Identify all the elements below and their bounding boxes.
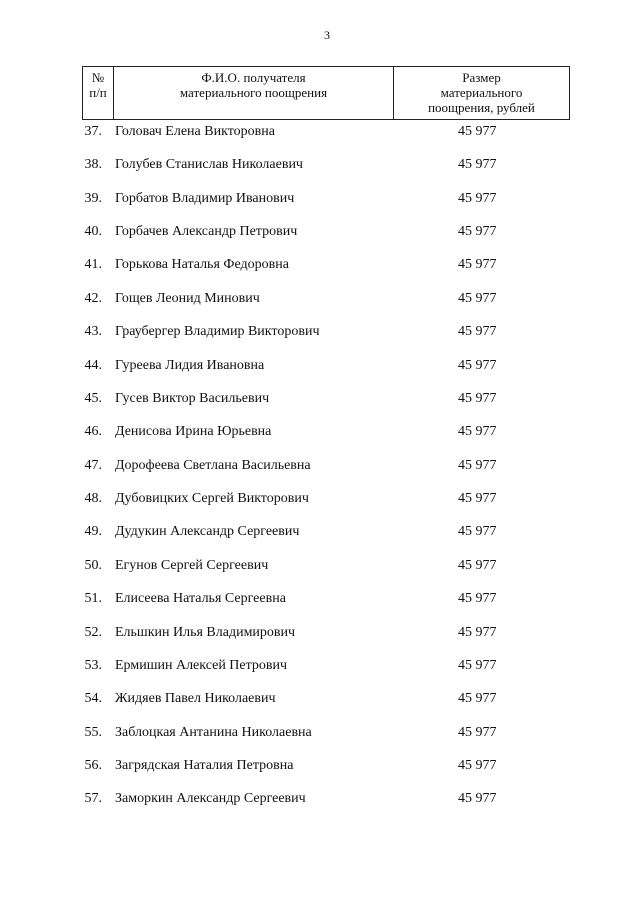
table-row bbox=[0, 155, 640, 175]
row-number: 55. bbox=[84, 724, 102, 740]
row-number: 46. bbox=[84, 424, 102, 440]
row-number: 42. bbox=[84, 290, 102, 306]
table-row bbox=[0, 589, 640, 609]
header-name-line1: Ф.И.О. получателя bbox=[201, 70, 306, 85]
recipient-name: Заблоцкая Антанина Николаевна bbox=[115, 724, 312, 740]
reward-amount: 45 977 bbox=[458, 190, 497, 206]
recipient-name: Загрядская Наталия Петровна bbox=[115, 758, 294, 774]
recipient-name: Гуреева Лидия Ивановна bbox=[115, 357, 265, 373]
row-number: 53. bbox=[84, 657, 102, 673]
reward-amount: 45 977 bbox=[458, 424, 497, 440]
table-row bbox=[0, 789, 640, 809]
recipient-name: Голубев Станислав Николаевич bbox=[115, 157, 303, 173]
header-name-line2: материального поощрения bbox=[179, 85, 328, 100]
row-number: 57. bbox=[84, 791, 102, 807]
header-amount-line1: Размер bbox=[462, 70, 501, 85]
row-number: 38. bbox=[84, 157, 102, 173]
row-number: 45. bbox=[84, 390, 102, 406]
row-number: 39. bbox=[84, 190, 102, 206]
recipient-name: Елисеева Наталья Сергеевна bbox=[115, 591, 286, 607]
table-row bbox=[0, 489, 640, 509]
recipient-name: Ельшкин Илья Владимирович bbox=[115, 624, 296, 640]
row-number: 54. bbox=[84, 691, 102, 707]
reward-amount: 45 977 bbox=[458, 758, 497, 774]
table-row bbox=[0, 322, 640, 342]
row-number: 43. bbox=[84, 324, 102, 340]
table-row bbox=[0, 623, 640, 643]
recipient-name: Заморкин Александр Сергеевич bbox=[115, 791, 306, 807]
row-number: 41. bbox=[84, 257, 102, 273]
header-amount-column bbox=[394, 67, 569, 119]
recipient-name: Жидяев Павел Николаевич bbox=[115, 691, 276, 707]
reward-amount: 45 977 bbox=[458, 624, 497, 640]
reward-amount: 45 977 bbox=[458, 557, 497, 573]
row-number: 52. bbox=[84, 624, 102, 640]
recipient-name: Горькова Наталья Федоровна bbox=[115, 257, 289, 273]
reward-amount: 45 977 bbox=[458, 257, 497, 273]
row-number: 51. bbox=[84, 591, 102, 607]
table-row bbox=[0, 189, 640, 209]
page-number: 3 bbox=[324, 28, 330, 42]
recipient-name: Граубергер Владимир Викторович bbox=[115, 324, 320, 340]
reward-amount: 45 977 bbox=[458, 524, 497, 540]
reward-amount: 45 977 bbox=[458, 390, 497, 406]
reward-amount: 45 977 bbox=[458, 691, 497, 707]
reward-amount: 45 977 bbox=[458, 357, 497, 373]
recipient-name: Денисова Ирина Юрьевна bbox=[115, 424, 272, 440]
table-row bbox=[0, 756, 640, 776]
recipient-name: Егунов Сергей Сергеевич bbox=[115, 557, 269, 573]
row-number: 44. bbox=[84, 357, 102, 373]
header-num-line2: п/п bbox=[89, 85, 107, 100]
recipient-name: Дорофеева Светлана Васильевна bbox=[115, 457, 311, 473]
header-name-column bbox=[114, 67, 394, 119]
header-amount-line3: поощрения, рублей bbox=[428, 100, 535, 115]
reward-amount: 45 977 bbox=[458, 491, 497, 507]
reward-amount: 45 977 bbox=[458, 657, 497, 673]
table-row bbox=[0, 723, 640, 743]
table-header bbox=[82, 66, 570, 120]
row-number: 48. bbox=[84, 491, 102, 507]
row-number: 40. bbox=[84, 224, 102, 240]
row-number: 50. bbox=[84, 557, 102, 573]
table-row bbox=[0, 255, 640, 275]
table-row bbox=[0, 456, 640, 476]
table-row bbox=[0, 522, 640, 542]
reward-amount: 45 977 bbox=[458, 724, 497, 740]
recipient-name: Дубовицких Сергей Викторович bbox=[115, 491, 309, 507]
reward-amount: 45 977 bbox=[458, 791, 497, 807]
recipient-name: Ермишин Алексей Петрович bbox=[115, 657, 288, 673]
table-row bbox=[0, 422, 640, 442]
reward-amount: 45 977 bbox=[458, 157, 497, 173]
table-row bbox=[0, 222, 640, 242]
reward-amount: 45 977 bbox=[458, 290, 497, 306]
table-row bbox=[0, 122, 640, 142]
reward-amount: 45 977 bbox=[458, 224, 497, 240]
recipient-name: Дудукин Александр Сергеевич bbox=[115, 524, 300, 540]
table-row bbox=[0, 689, 640, 709]
header-num-line1: № bbox=[91, 70, 105, 85]
table-row bbox=[0, 656, 640, 676]
recipient-name: Головач Елена Викторовна bbox=[115, 124, 275, 139]
row-number: 37. bbox=[84, 124, 102, 139]
reward-amount: 45 977 bbox=[458, 591, 497, 607]
row-number: 49. bbox=[84, 524, 102, 540]
recipient-name: Гусев Виктор Васильевич bbox=[115, 390, 270, 406]
table-row bbox=[0, 289, 640, 309]
recipient-name: Горбатов Владимир Иванович bbox=[115, 190, 295, 206]
table-row bbox=[0, 389, 640, 409]
row-number: 47. bbox=[84, 457, 102, 473]
header-number-column bbox=[83, 67, 114, 119]
reward-amount: 45 977 bbox=[458, 324, 497, 340]
recipient-name: Гощев Леонид Минович bbox=[115, 290, 260, 306]
recipient-name: Горбачев Александр Петрович bbox=[115, 224, 298, 240]
reward-amount: 45 977 bbox=[458, 124, 497, 139]
table-row bbox=[0, 556, 640, 576]
header-amount-line2: материального bbox=[440, 85, 523, 100]
reward-amount: 45 977 bbox=[458, 457, 497, 473]
table-row bbox=[0, 356, 640, 376]
row-number: 56. bbox=[84, 758, 102, 774]
